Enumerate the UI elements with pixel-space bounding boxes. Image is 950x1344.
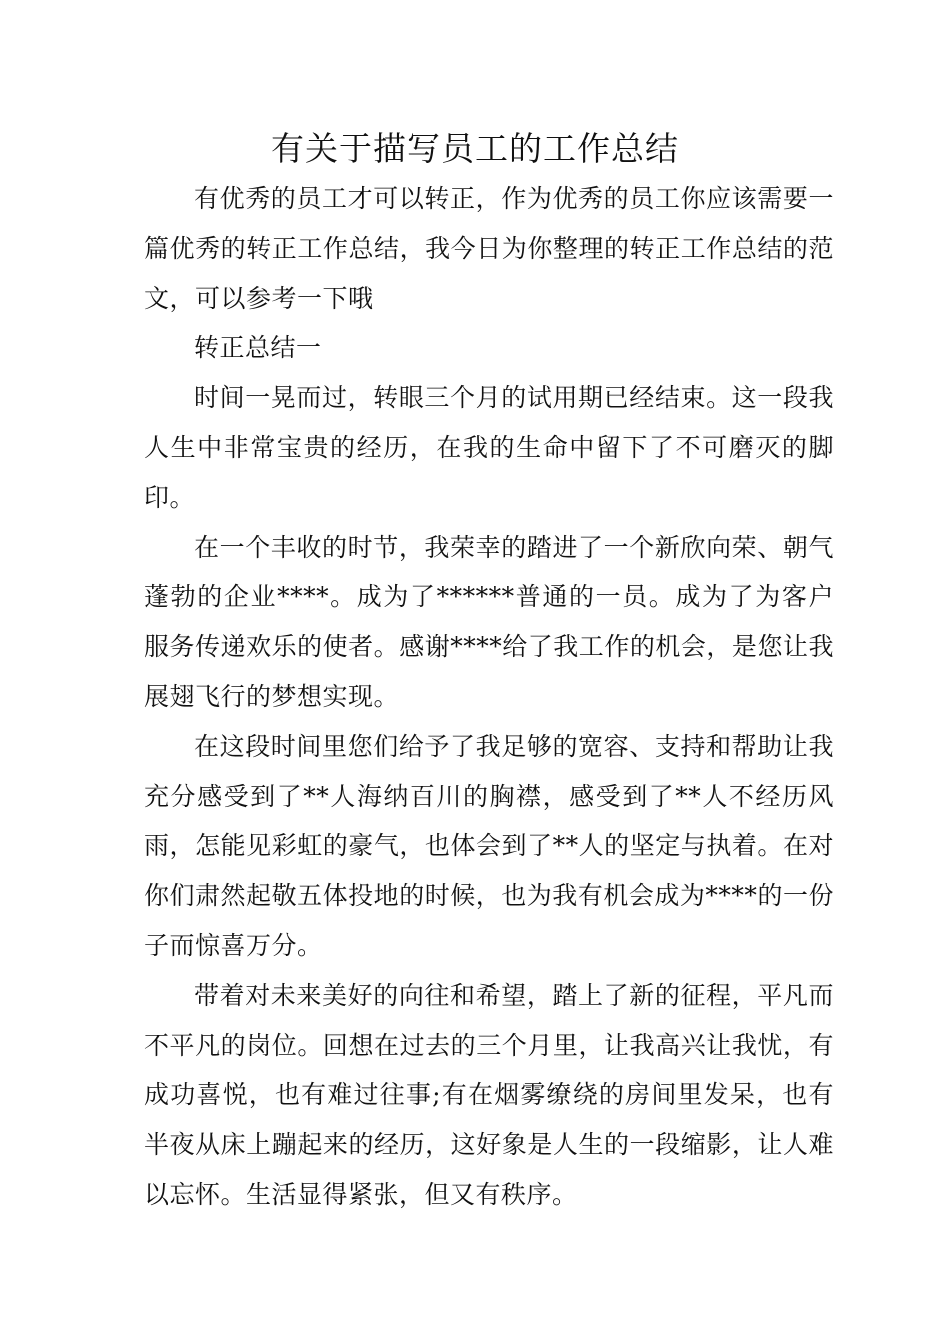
body-paragraph: 在这段时间里您们给予了我足够的宽容、支持和帮助让我充分感受到了**人海纳百川的胸襟，感受到了**人不经历风雨，怎能见彩虹的豪气，也体会到了**人的坚定与执着。在对你们肃然起敬五体投地的时候，也为我有机会成为****的一份子而惊喜万分。	[144, 731, 834, 960]
body-paragraph: 在一个丰收的时节，我荣幸的踏进了一个新欣向荣、朝气蓬勃的企业****。成为了******普通的一员。成为了为客户服务传递欢乐的使者。感谢****给了我工作的机会，是您让我展翅飞行的梦想实现。	[144, 532, 834, 711]
body-paragraph: 时间一晃而过，转眼三个月的试用期已经结束。这一段我人生中非常宝贵的经历，在我的生命中留下了不可磨灭的脚印。	[144, 383, 834, 512]
body-paragraph: 带着对未来美好的向往和希望，踏上了新的征程，平凡而不平凡的岗位。回想在过去的三个月里，让我高兴让我忧，有成功喜悦，也有难过往事;有在烟雾缭绕的房间里发呆，也有半夜从床上蹦起来的经历，这好象是人生的一段缩影，让人难以忘怀。生活显得紧张，但又有秩序。	[144, 980, 834, 1209]
section-heading: 转正总结一	[194, 333, 322, 363]
intro-paragraph: 有优秀的员工才可以转正，作为优秀的员工你应该需要一篇优秀的转正工作总结，我今日为你整理的转正工作总结的范文，可以参考一下哦	[144, 184, 834, 313]
document-title: 有关于描写员工的工作总结	[271, 129, 679, 168]
document-body	[144, 174, 834, 1220]
